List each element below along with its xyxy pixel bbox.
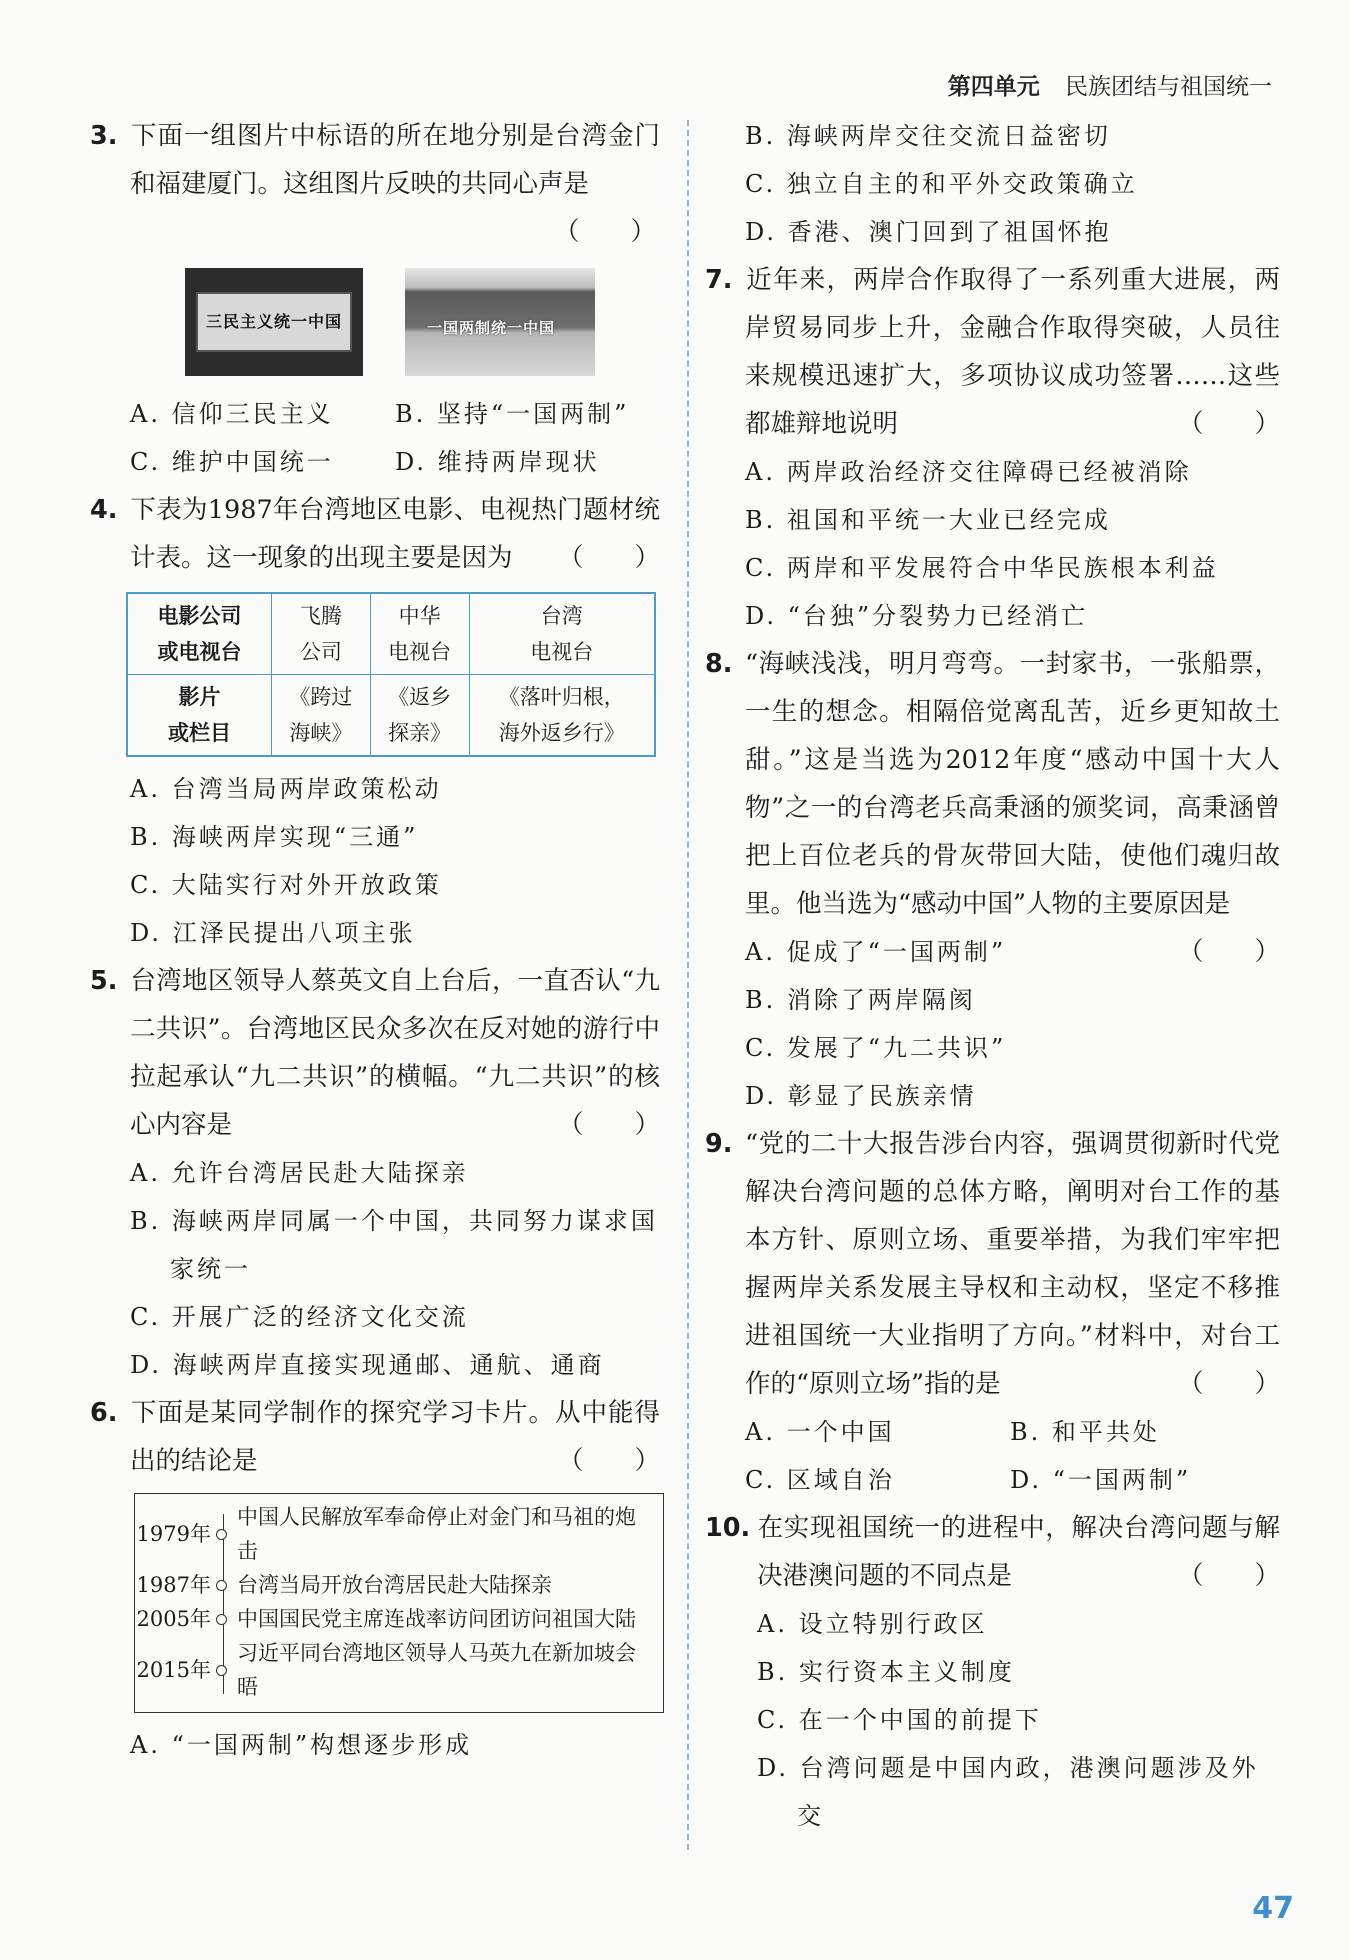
question-8 [705, 640, 1280, 1120]
answer-bracket[interactable]: （ ） [557, 1446, 660, 1476]
question-stem: 台湾地区领导人蔡英文自上台后，一直否认“九二共识”。台湾地区民众多次在反对她的游行中拉起承认“九二共识”的横幅。“九二共识”的核心内容是 [130, 966, 660, 1140]
question-number: 4. [90, 495, 118, 525]
left-column [90, 112, 660, 1769]
question-stem: 近年来，两岸合作取得了一系列重大进展，两岸贸易同步上升，金融合作取得突破，人员往来规模迅速扩大，多项协议成功签署……这些都雄辩地说明 [745, 265, 1280, 439]
table-cell: 《返乡 探亲》 [370, 675, 469, 757]
photo-group [90, 268, 660, 376]
slogan-sign: 三民主义统一中国 [196, 292, 352, 352]
question-stem: 下表为1987年台湾地区电影、电视热门题材统计表。这一现象的出现主要是因为 [130, 495, 660, 573]
answer-bracket[interactable]: （ ） [1177, 1561, 1280, 1591]
answer-bracket[interactable]: （ ） [1177, 937, 1280, 967]
slogan-sign: 一国两制统一中国 [427, 319, 556, 337]
question-stem: 下面是某同学制作的探究学习卡片。从中能得出的结论是 [130, 1398, 660, 1476]
event-text: 习近平同台湾地区领导人马英九在新加坡会晤 [237, 1641, 636, 1699]
option-c[interactable]: C. 维护中国统一 [130, 448, 334, 476]
study-card-timeline [134, 1493, 664, 1713]
question-5 [90, 957, 660, 1389]
option-d[interactable]: D. 彰显了民族亲情 [745, 1082, 977, 1110]
table-row [127, 593, 655, 675]
option-a[interactable]: A. 促成了“一国两制” [745, 938, 1007, 966]
option-c[interactable]: C. 发展了“九二共识” [745, 1034, 1007, 1062]
option-d[interactable]: D. 维持两岸现状 [395, 448, 600, 476]
table-cell: 《落叶归根， 海外返乡行》 [469, 675, 655, 757]
option-c[interactable]: C. 大陆实行对外开放政策 [130, 871, 442, 899]
option-c[interactable]: C. 区域自治 [745, 1466, 895, 1494]
option-a[interactable]: A. 设立特别行政区 [757, 1610, 988, 1638]
table-row [127, 675, 655, 757]
question-6 [90, 1389, 660, 1769]
option-b[interactable]: B. 海峡两岸交往交流日益密切 [745, 122, 1111, 150]
table-header-cell: 电影公司 或电视台 [127, 593, 272, 675]
option-a[interactable]: A. 两岸政治经济交往障碍已经被消除 [745, 458, 1192, 486]
option-d[interactable]: D. “台独”分裂势力已经消亡 [745, 602, 1089, 630]
option-b[interactable]: B. 海峡两岸实现“三通” [130, 823, 419, 851]
option-d[interactable]: D. 香港、澳门回到了祖国怀抱 [745, 218, 1112, 246]
timeline-dot [216, 1614, 227, 1625]
option-b[interactable]: B. 和平共处 [1010, 1418, 1160, 1446]
timeline-event [135, 1636, 663, 1704]
timeline-dot [216, 1665, 227, 1676]
option-c[interactable]: C. 在一个中国的前提下 [757, 1706, 1042, 1734]
event-text: 台湾当局开放台湾居民赴大陆探亲 [237, 1573, 552, 1597]
table-cell: 《跨过 海峡》 [272, 675, 371, 757]
option-b[interactable]: B. 坚持“一国两制” [395, 400, 630, 428]
table-cell: 台湾 电视台 [469, 593, 655, 675]
answer-bracket[interactable]: （ ） [553, 217, 656, 247]
option-a[interactable]: A. 一个中国 [745, 1418, 895, 1446]
right-column [705, 112, 1280, 1840]
table-cell: 中华 电视台 [370, 593, 469, 675]
option-d[interactable]: D. 江泽民提出八项主张 [130, 919, 416, 947]
table-header-cell: 影片 或栏目 [127, 675, 272, 757]
option-a[interactable]: A. 台湾当局两岸政策松动 [130, 775, 442, 803]
question-stem: “党的二十大报告涉台内容，强调贯彻新时代党解决台湾问题的总体方略，阐明对台工作的基本方针、原则立场、重要举措，为我们牢牢把握两岸关系发展主导权和主动权，坚定不移推进祖国统一大业指明了方向。”材料中，对台工作的“原则立场”指的是 [745, 1129, 1280, 1399]
question-3 [90, 112, 660, 486]
option-c[interactable]: C. 两岸和平发展符合中华民族根本利益 [745, 554, 1219, 582]
option-c[interactable]: C. 独立自主的和平外交政策确立 [745, 170, 1138, 198]
timeline-event [135, 1568, 663, 1602]
question-7 [705, 256, 1280, 640]
answer-bracket[interactable]: （ ） [1177, 409, 1280, 439]
unit-label: 第四单元 [947, 74, 1040, 100]
question-9 [705, 1120, 1280, 1504]
timeline-event [135, 1500, 663, 1568]
table-cell: 飞腾 公司 [272, 593, 371, 675]
answer-bracket[interactable]: （ ） [557, 1110, 660, 1140]
question-number: 8. [705, 649, 733, 679]
event-text: 中国人民解放军奉命停止对金门和马祖的炮击 [237, 1505, 636, 1563]
timeline-event [135, 1602, 663, 1636]
column-divider [687, 120, 689, 1850]
event-text: 中国国民党主席连战率访问团访问祖国大陆 [237, 1607, 636, 1631]
event-year: 2015年 [136, 1658, 211, 1682]
question-number: 10. [705, 1513, 751, 1543]
event-year: 1987年 [136, 1573, 211, 1597]
option-a[interactable]: A. 允许台湾居民赴大陆探亲 [130, 1159, 469, 1187]
option-a[interactable]: A. “一国两制”构想逐步形成 [130, 1731, 473, 1759]
option-a[interactable]: A. 信仰三民主义 [130, 400, 334, 428]
option-b[interactable]: B. 祖国和平统一大业已经完成 [745, 506, 1111, 534]
option-b[interactable]: B. 消除了两岸隔阂 [745, 986, 976, 1014]
question-number: 5. [90, 966, 118, 996]
option-d[interactable]: D. 海峡两岸直接实现通邮、通航、通商 [130, 1351, 605, 1379]
page-header [948, 68, 1272, 101]
event-year: 2005年 [136, 1607, 211, 1631]
timeline-dot [216, 1529, 227, 1540]
question-6-continued [705, 112, 1280, 256]
option-b[interactable]: B. 海峡两岸同属一个中国，共同努力谋求国家统一 [130, 1207, 658, 1283]
question-number: 3. [90, 121, 118, 151]
question-number: 9. [705, 1129, 733, 1159]
question-stem: 在实现祖国统一的进程中，解决台湾问题与解决港澳问题的不同点是 [757, 1513, 1280, 1591]
timeline-dot [216, 1580, 227, 1591]
question-number: 6. [90, 1398, 118, 1428]
question-number: 7. [705, 265, 733, 295]
question-stem: “海峡浅浅，明月弯弯。一封家书，一张船票，一生的想念。相隔倍觉离乱苦，近乡更知故土甜。”这是当选为2012年度“感动中国十大人物”之一的台湾老兵高秉涵的颁奖词，高秉涵曾把上百位老兵的骨灰带回大陆，使他们魂归故里。他当选为“感动中国”人物的主要原因是 [745, 649, 1280, 919]
question-4 [90, 486, 660, 957]
page-number: 47 [1252, 1891, 1294, 1926]
option-d[interactable]: D. “一国两制” [1010, 1466, 1192, 1494]
option-d[interactable]: D. 台湾问题是中国内政，港澳问题涉及外交 [757, 1754, 1259, 1830]
option-c[interactable]: C. 开展广泛的经济文化交流 [130, 1303, 469, 1331]
photo-kinmen-slogan [185, 268, 363, 376]
unit-title: 民族团结与祖国统一 [1065, 74, 1272, 100]
question-10 [705, 1504, 1280, 1840]
option-b[interactable]: B. 实行资本主义制度 [757, 1658, 1015, 1686]
event-year: 1979年 [136, 1522, 211, 1546]
photo-xiamen-slogan [405, 268, 595, 376]
answer-bracket[interactable]: （ ） [1177, 1369, 1280, 1399]
answer-bracket[interactable]: （ ） [557, 543, 660, 573]
film-tv-table [126, 592, 656, 757]
question-stem: 下面一组图片中标语的所在地分别是台湾金门和福建厦门。这组图片反映的共同心声是 [130, 121, 660, 199]
